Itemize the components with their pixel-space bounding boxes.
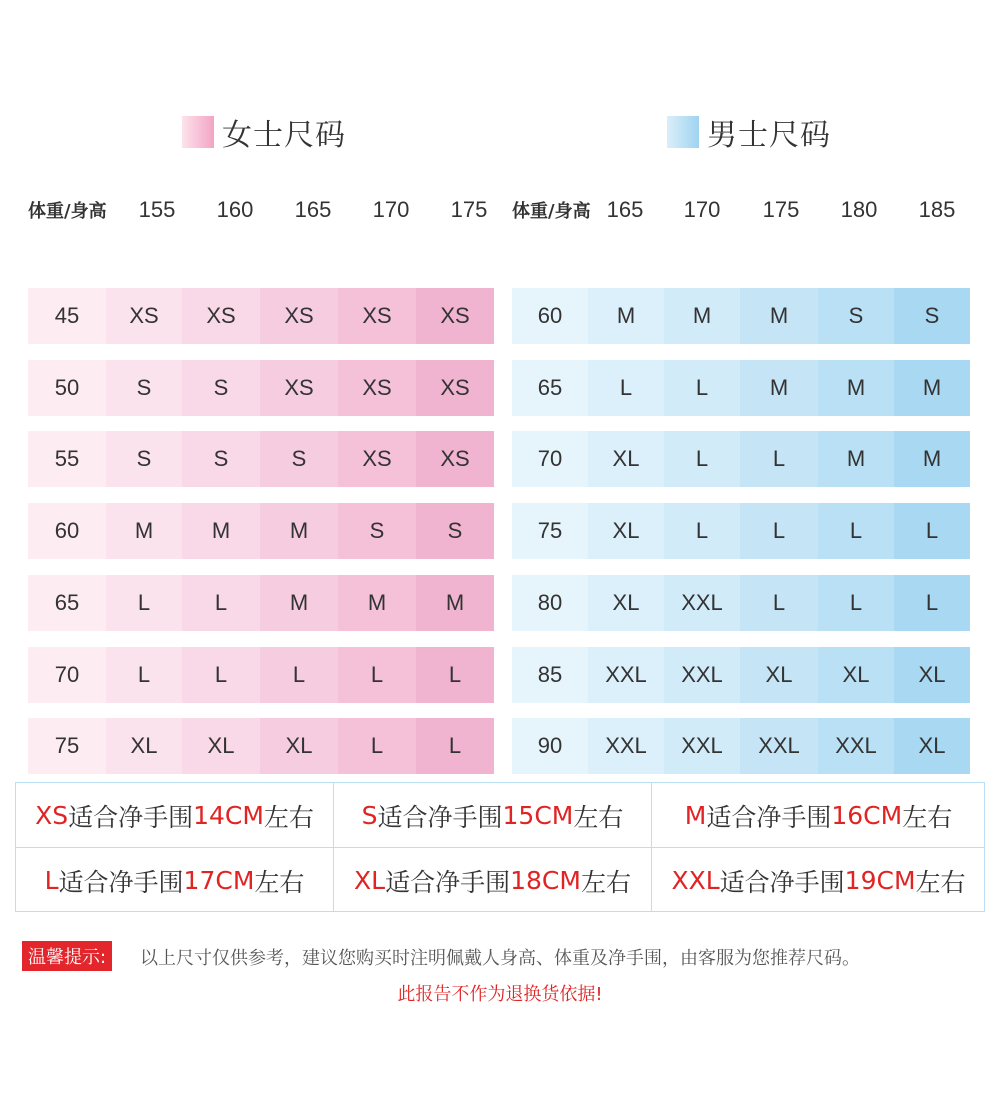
women-height-header: 155: [138, 197, 176, 222]
women-size-row: [28, 360, 494, 416]
men-size-cell: XL: [894, 647, 970, 703]
men-size-table: [512, 190, 976, 758]
wrist-note-size: XS: [35, 801, 69, 830]
women-size-cell: XS: [182, 288, 260, 344]
women-weight-cell: 65: [28, 575, 106, 631]
women-size-cell: M: [106, 503, 182, 559]
women-size-cell: S: [338, 503, 416, 559]
men-size-cell: XL: [588, 575, 664, 631]
women-size-cell: XS: [416, 288, 494, 344]
men-size-cell: M: [664, 288, 740, 344]
women-size-row: [28, 575, 494, 631]
women-weight-cell: 45: [28, 288, 106, 344]
women-size-cell: XS: [260, 288, 338, 344]
men-size-cell: XXL: [588, 718, 664, 774]
men-size-cell: M: [740, 360, 818, 416]
women-header-row: [28, 190, 508, 230]
men-size-row: [512, 503, 970, 559]
men-size-cell: M: [740, 288, 818, 344]
men-title-text: 男士尺码: [707, 118, 831, 153]
women-size-cell: XL: [260, 718, 338, 774]
women-weight-cell: 50: [28, 360, 106, 416]
women-corner-label: 体重/身高: [28, 201, 107, 222]
women-size-cell: L: [338, 647, 416, 703]
men-size-cell: L: [588, 360, 664, 416]
men-size-cell: M: [894, 431, 970, 487]
men-size-cell: XL: [740, 647, 818, 703]
wrist-note-text: 适合净手围: [377, 802, 503, 832]
women-size-cell: XS: [260, 360, 338, 416]
men-weight-cell: 80: [512, 575, 588, 631]
women-height-header: 175: [450, 197, 488, 222]
women-height-header: 160: [216, 197, 254, 222]
wrist-note-text: 适合净手围: [58, 867, 184, 897]
wrist-note-tail: 左右: [254, 867, 305, 897]
women-size-table: [28, 190, 508, 758]
wrist-note-size: L: [44, 866, 59, 895]
men-weight-cell: 70: [512, 431, 588, 487]
men-height-header: 175: [762, 197, 800, 222]
women-title-text: 女士尺码: [222, 118, 346, 153]
men-size-cell: L: [740, 431, 818, 487]
wrist-note-item: [16, 848, 333, 913]
women-size-cell: M: [182, 503, 260, 559]
wrist-note-measure: 15CM: [502, 801, 574, 830]
women-size-cell: L: [106, 575, 182, 631]
women-size-row: [28, 431, 494, 487]
wrist-note-item: [16, 783, 333, 848]
women-weight-cell: 70: [28, 647, 106, 703]
wrist-note-size: M: [684, 801, 707, 830]
men-size-cell: S: [894, 288, 970, 344]
men-size-row: [512, 575, 970, 631]
wrist-note-size: XL: [354, 866, 386, 895]
women-weight-cell: 55: [28, 431, 106, 487]
men-size-cell: L: [894, 503, 970, 559]
men-size-cell: L: [664, 503, 740, 559]
men-size-row: [512, 431, 970, 487]
wrist-note-size: S: [361, 801, 378, 830]
men-corner-label: 体重/身高: [512, 201, 591, 222]
women-size-title: [182, 112, 346, 152]
pink-swatch: [182, 116, 214, 148]
women-size-cell: S: [260, 431, 338, 487]
men-weight-cell: 60: [512, 288, 588, 344]
men-size-cell: XL: [588, 431, 664, 487]
men-size-cell: XXL: [664, 718, 740, 774]
wrist-note-text: 适合净手围: [385, 867, 511, 897]
women-size-cell: XS: [416, 360, 494, 416]
men-size-cell: XXL: [588, 647, 664, 703]
women-size-cell: XL: [182, 718, 260, 774]
women-size-cell: L: [182, 575, 260, 631]
women-size-cell: M: [260, 575, 338, 631]
women-size-cell: L: [106, 647, 182, 703]
wrist-note-measure: 14CM: [193, 801, 264, 830]
wrist-note-tail: 左右: [915, 867, 966, 897]
women-size-cell: L: [416, 718, 494, 774]
men-size-cell: M: [894, 360, 970, 416]
men-size-cell: L: [740, 503, 818, 559]
women-height-header: 170: [372, 197, 410, 222]
women-size-cell: M: [416, 575, 494, 631]
men-size-cell: M: [818, 360, 894, 416]
women-size-cell: M: [338, 575, 416, 631]
men-size-cell: L: [818, 503, 894, 559]
tip-label: 温馨提示:: [22, 941, 112, 971]
wrist-size-notes: [15, 782, 985, 912]
wrist-note-item: [334, 783, 651, 848]
men-size-cell: M: [818, 431, 894, 487]
blue-swatch: [667, 116, 699, 148]
men-height-header: 170: [683, 197, 721, 222]
wrist-note-tail: 左右: [263, 802, 314, 832]
wrist-note-item: [652, 783, 985, 848]
women-size-cell: S: [106, 360, 182, 416]
men-size-cell: L: [664, 360, 740, 416]
wrist-note-measure: 16CM: [831, 801, 903, 830]
men-size-cell: L: [818, 575, 894, 631]
tip-text: 以上尺寸仅供参考，建议您购买时注明佩戴人身高、体重及净手围，由客服为您推荐尺码。: [140, 948, 860, 969]
men-height-header: 185: [918, 197, 956, 222]
wrist-note-text: 适合净手围: [719, 867, 845, 897]
men-size-title: [667, 112, 831, 152]
men-size-cell: L: [894, 575, 970, 631]
women-size-row: [28, 647, 494, 703]
women-size-cell: S: [182, 360, 260, 416]
wrist-note-item: [334, 848, 651, 913]
women-size-cell: XS: [338, 431, 416, 487]
men-size-cell: L: [740, 575, 818, 631]
women-size-cell: XS: [106, 288, 182, 344]
men-weight-cell: 75: [512, 503, 588, 559]
women-size-cell: L: [260, 647, 338, 703]
women-size-cell: L: [416, 647, 494, 703]
women-size-cell: S: [182, 431, 260, 487]
men-size-cell: L: [664, 431, 740, 487]
men-size-cell: XL: [894, 718, 970, 774]
wrist-note-tail: 左右: [902, 802, 953, 832]
men-size-row: [512, 718, 970, 774]
men-size-cell: XXL: [740, 718, 818, 774]
wrist-note-item: [652, 848, 985, 913]
wrist-note-text: 适合净手围: [706, 802, 832, 832]
women-weight-cell: 75: [28, 718, 106, 774]
women-weight-cell: 60: [28, 503, 106, 559]
women-size-cell: XS: [338, 288, 416, 344]
women-size-cell: XS: [338, 360, 416, 416]
wrist-note-measure: 17CM: [183, 866, 255, 895]
men-size-row: [512, 288, 970, 344]
men-size-cell: XL: [588, 503, 664, 559]
men-size-cell: XXL: [664, 575, 740, 631]
men-header-row: [512, 190, 976, 230]
wrist-note-measure: 18CM: [510, 866, 581, 895]
wrist-note-tail: 左右: [580, 867, 631, 897]
men-weight-cell: 90: [512, 718, 588, 774]
men-size-cell: M: [588, 288, 664, 344]
men-height-header: 165: [606, 197, 644, 222]
men-size-cell: XXL: [664, 647, 740, 703]
wrist-note-size: XXL: [671, 866, 720, 895]
women-size-cell: XS: [416, 431, 494, 487]
women-size-row: [28, 288, 494, 344]
women-size-cell: L: [338, 718, 416, 774]
women-size-cell: L: [182, 647, 260, 703]
men-weight-cell: 85: [512, 647, 588, 703]
women-size-cell: S: [416, 503, 494, 559]
men-size-cell: XXL: [818, 718, 894, 774]
women-size-cell: XL: [106, 718, 182, 774]
men-weight-cell: 65: [512, 360, 588, 416]
women-size-row: [28, 503, 494, 559]
women-size-cell: M: [260, 503, 338, 559]
men-size-cell: S: [818, 288, 894, 344]
men-size-row: [512, 647, 970, 703]
wrist-note-tail: 左右: [573, 802, 624, 832]
wrist-note-text: 适合净手围: [68, 802, 194, 832]
men-height-header: 180: [840, 197, 878, 222]
tip-warning: 此报告不作为退换货依据!: [397, 984, 603, 1005]
women-size-row: [28, 718, 494, 774]
men-size-cell: XL: [818, 647, 894, 703]
women-size-cell: S: [106, 431, 182, 487]
wrist-note-measure: 19CM: [844, 866, 916, 895]
men-size-row: [512, 360, 970, 416]
women-height-header: 165: [294, 197, 332, 222]
